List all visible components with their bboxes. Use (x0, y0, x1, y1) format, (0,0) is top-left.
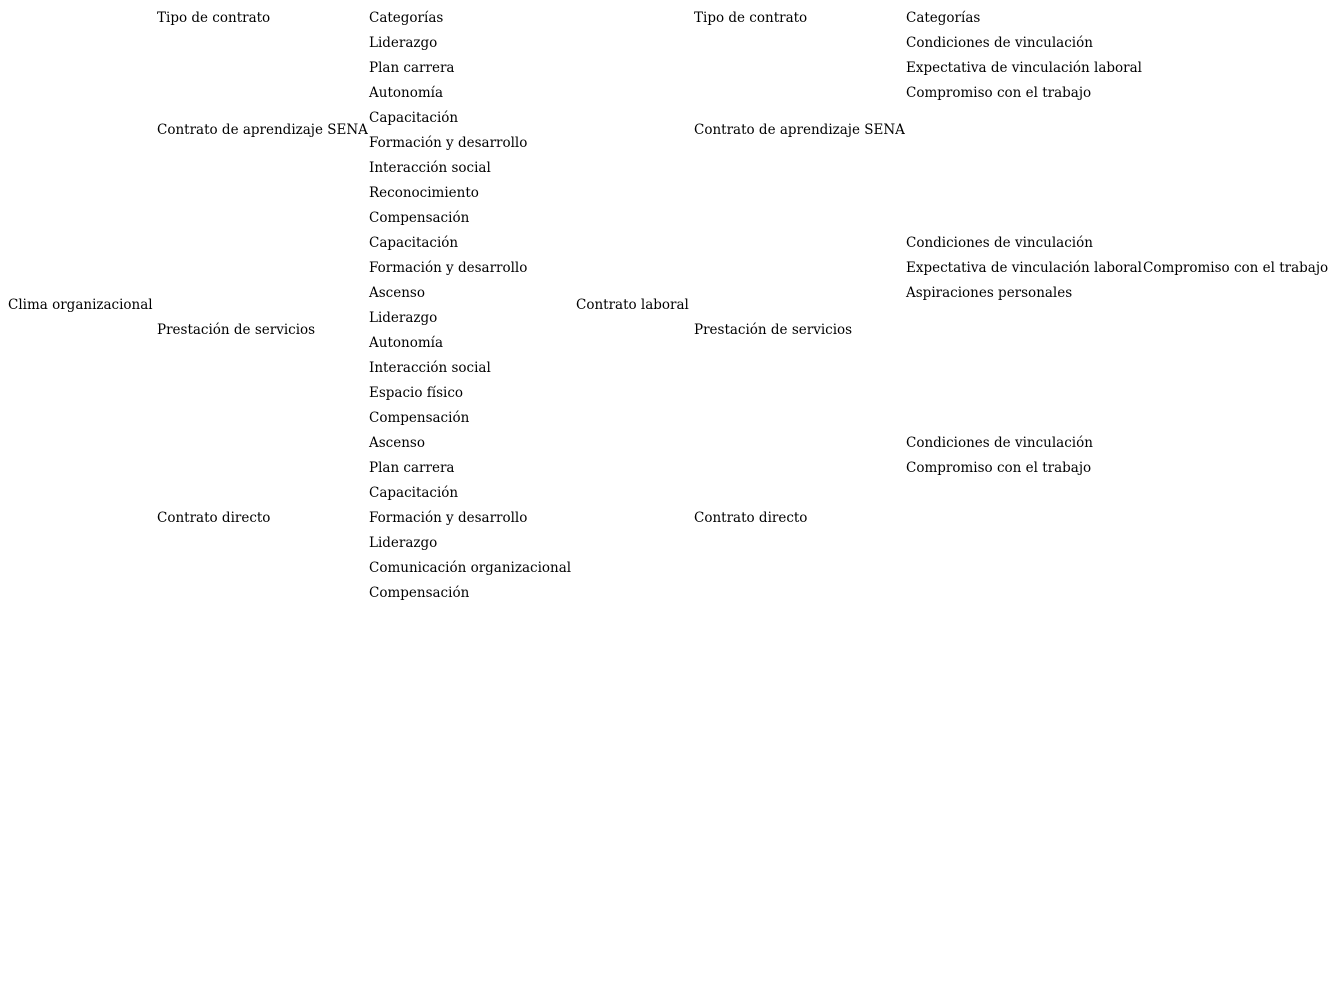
list-item: Autonomía (369, 335, 443, 351)
list-item: Condiciones de vinculación (906, 35, 1093, 51)
list-item: Aspiraciones personales (906, 285, 1073, 301)
right-header-contract-type: Tipo de contrato (694, 10, 808, 26)
list-item: Compensación (369, 210, 470, 226)
list-item: Formación y desarrollo (369, 510, 528, 526)
list-item: Espacio físico (369, 385, 464, 401)
list-item: Interacción social (369, 160, 491, 176)
right-sena-category-list (906, 34, 1142, 109)
right-prestacion-extra-category: Compromiso con el trabajo (1143, 260, 1329, 276)
right-contract-directo: Contrato directo (694, 510, 808, 526)
list-item: Liderazgo (369, 35, 438, 51)
right-contract-prestacion: Prestación de servicios (694, 322, 853, 338)
list-item: Expectativa de vinculación laboral (906, 60, 1142, 76)
list-item: Ascenso (369, 285, 425, 301)
left-directo-category-list (369, 434, 571, 609)
list-item: Compensación (369, 410, 470, 426)
list-item: Compromiso con el trabajo (906, 85, 1092, 101)
left-contract-directo: Contrato directo (157, 510, 271, 526)
left-sena-category-list (369, 34, 527, 234)
list-item: Capacitación (369, 110, 459, 126)
list-item: Condiciones de vinculación (906, 435, 1093, 451)
list-item: Expectativa de vinculación laboral (906, 260, 1142, 276)
left-contract-prestacion: Prestación de servicios (157, 322, 316, 338)
right-header-categories: Categorías (906, 10, 981, 26)
list-item: Formación y desarrollo (369, 260, 528, 276)
list-item: Liderazgo (369, 310, 438, 326)
left-contract-sena: Contrato de aprendizaje SENA (157, 122, 368, 138)
list-item: Autonomía (369, 85, 443, 101)
list-item: Compensación (369, 585, 470, 601)
list-item: Comunicación organizacional (369, 560, 572, 576)
list-item: Ascenso (369, 435, 425, 451)
list-item: Reconocimiento (369, 185, 479, 201)
list-item: Liderazgo (369, 535, 438, 551)
list-item: Plan carrera (369, 60, 455, 76)
list-item: Compromiso con el trabajo (906, 460, 1092, 476)
left-prestacion-category-list (369, 234, 527, 434)
right-prestacion-category-list (906, 234, 1142, 309)
list-item: Plan carrera (369, 460, 455, 476)
left-root-node: Clima organizacional (8, 297, 153, 313)
left-header-categories: Categorías (369, 10, 444, 26)
list-item: Interacción social (369, 360, 491, 376)
right-contract-sena: Contrato de aprendizaje SENA (694, 122, 905, 138)
list-item: Capacitación (369, 485, 459, 501)
list-item: Capacitación (369, 235, 459, 251)
left-header-contract-type: Tipo de contrato (157, 10, 271, 26)
right-directo-category-list (906, 434, 1093, 484)
right-root-node: Contrato laboral (576, 297, 689, 313)
list-item: Condiciones de vinculación (906, 235, 1093, 251)
list-item: Formación y desarrollo (369, 135, 528, 151)
